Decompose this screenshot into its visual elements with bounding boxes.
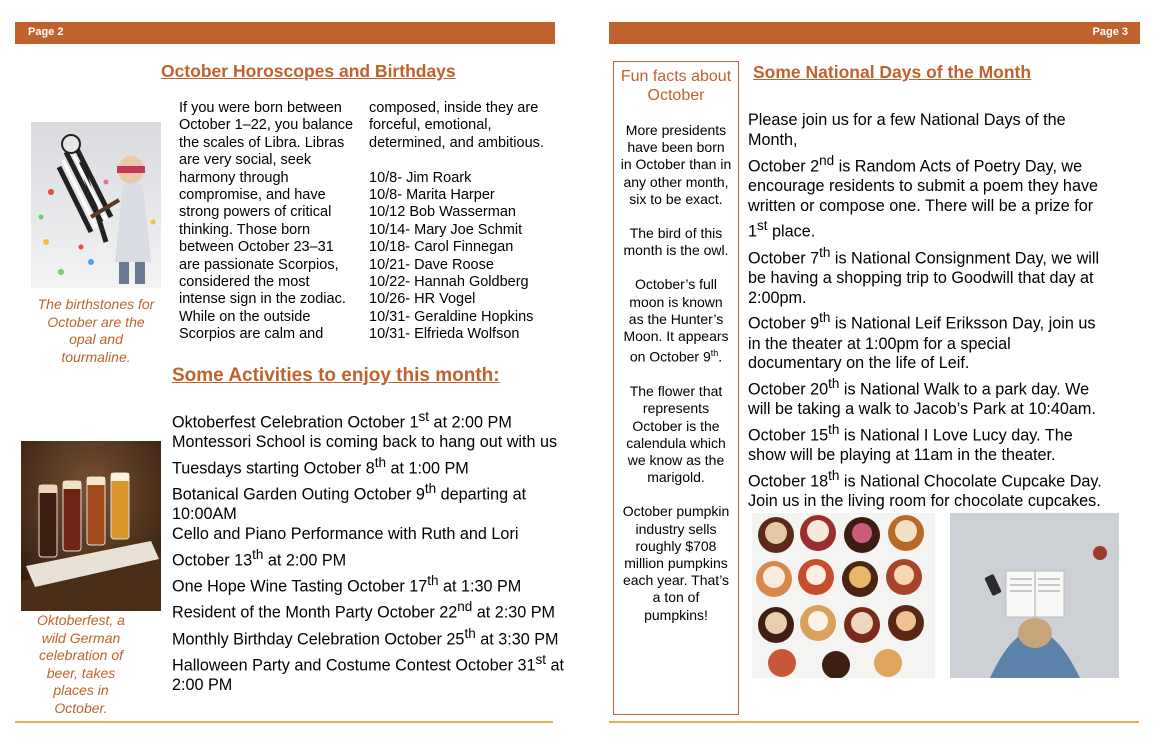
fun-fact: October pumpkin industry sells roughly $708 million pumpkins each year. That’s a ton of pumpkins! [622,503,730,623]
birthday-entry: 10/8- Jim Roark [369,169,472,186]
birthday-entry: 10/12 Bob Wasserman [369,204,516,221]
national-day-item: October 9th is National Leif Eriksson Day, join us in the theater at 1:00pm for a special documentary on the life of Leif. [748,310,1096,373]
fun-facts-title: Fun facts about October [620,68,732,104]
horoscope-line: between October 23–31 [179,239,334,256]
horoscope-column-1 [179,100,367,344]
fun-fact: The bird of this month is the owl. [623,225,729,259]
page-number: Page 2 [28,26,64,38]
horoscope-line: are passionate Scorpios, [179,256,339,273]
activity-item: One Hope Wine Tasting October 17th at 1:30 PM [172,573,522,596]
birthday-entry: 10/22- Hannah Goldberg [369,274,529,291]
birthstone-caption: The birthstones for October are the opal and tourmaline. [37,296,155,365]
horoscope-line: October 1–22, you balance [179,117,354,134]
fun-facts-box [613,61,739,715]
birthday-list [369,170,554,344]
fun-fact: October’s full moon is known as the Hunter’s Moon. It appears on October 9th. [623,276,729,365]
birthday-entry: 10/8- Marita Harper [369,187,495,204]
activity-item: Cello and Piano Performance with Ruth and Lori October 13th at 2:00 PM [172,525,519,570]
activity-item: Botanical Garden Outing October 9th departing at 10:00AM [172,481,527,524]
horoscope-line: Scorpios are calm and [179,326,324,343]
birthday-entry: 10/18- Carol Finnegan [369,239,514,256]
activity-item: Oktoberfest Celebration October 1st at 2:00 PM [172,409,512,432]
beer-flight-photo [21,441,161,611]
page-2-footer-rule [15,721,553,723]
horoscope-line: determined, and ambitious. [369,134,544,151]
horoscope-line: intense sign in the zodiac. [179,291,346,308]
horoscope-line: composed, inside they are [369,100,539,116]
birthday-entry: 10/21- Dave Roose [369,256,494,273]
national-day-item: October 7th is National Consignment Day, we will be having a shopping trip to Goodwill that day at 2:00pm. [748,244,1100,307]
reading-photo [950,513,1119,678]
horoscope-line: harmony through [179,169,289,186]
horoscope-line: While on the outside [179,308,311,325]
page-3-footer-rule [609,721,1139,723]
horoscope-line: compromise, and have [179,187,326,204]
horoscope-line: the scales of Libra. Libras [179,134,345,151]
activity-item: Resident of the Month Party October 22nd at 2:30 PM [172,599,556,622]
national-days-intro: Please join us for a few National Days of the Month, [748,111,1066,149]
pinata-photo [31,122,161,288]
national-day-item: October 15th is National I Love Lucy day. The show will be playing at 11am in the theater. [748,422,1073,465]
page-number: Page 3 [1092,26,1128,38]
horoscope-line: are very social, seek [179,152,312,169]
page-2-header-bar [15,22,555,44]
national-days-text [748,111,1103,512]
birthday-entry: 10/14- Mary Joe Schmit [369,221,523,238]
fun-fact: The flower that represents October is the calendula which we know as the marigold. [626,383,726,486]
birthday-entry: 10/31- Geraldine Hopkins [369,308,534,325]
national-days-heading: Some National Days of the Month [753,62,1032,82]
horoscope-column-2 [369,100,554,344]
national-day-item: October 20th is National Walk to a park day. We will be taking a walk to Jacob’s Park at 10:40am. [748,376,1096,419]
horoscope-line: strong powers of critical [179,204,332,221]
activity-item: Montessori School is coming back to hang out with us Tuesdays starting October 8th at 1:00 PM [172,433,558,478]
national-day-item: October 18th is National Chocolate Cupcake Day. Join us in the living room for chocolate cupcakes. [748,468,1102,511]
horoscope-line: considered the most [179,274,310,291]
horoscope-line: thinking. Those born [179,221,311,238]
birthday-entry: 10/31- Elfrieda Wolfson [369,326,520,343]
activities-heading: Some Activities to enjoy this month: [172,365,500,386]
birthday-entry: 10/26- HR Vogel [369,291,476,308]
page-3-header-bar [609,22,1140,44]
fun-fact: More presidents have been born in October than in any other month, six to be exact. [620,122,732,207]
horoscope-heading: October Horoscopes and Birthdays [161,61,456,81]
national-day-item: October 2nd is Random Acts of Poetry Day, we encourage residents to submit a poem they have written or compose one. There will be a prize for 1st place. [748,152,1099,241]
activity-item: Monthly Birthday Celebration October 25th at 3:30 PM [172,625,559,648]
activities-list [172,407,567,696]
beer-caption: Oktoberfest, a wild German celebration of beer, takes places in October. [37,612,125,716]
activity-item: Halloween Party and Costume Contest October 31st at 2:00 PM [172,651,565,694]
cupcakes-photo [752,513,935,678]
horoscope-line: forceful, emotional, [369,117,492,134]
horoscope-line: If you were born between [179,100,342,116]
